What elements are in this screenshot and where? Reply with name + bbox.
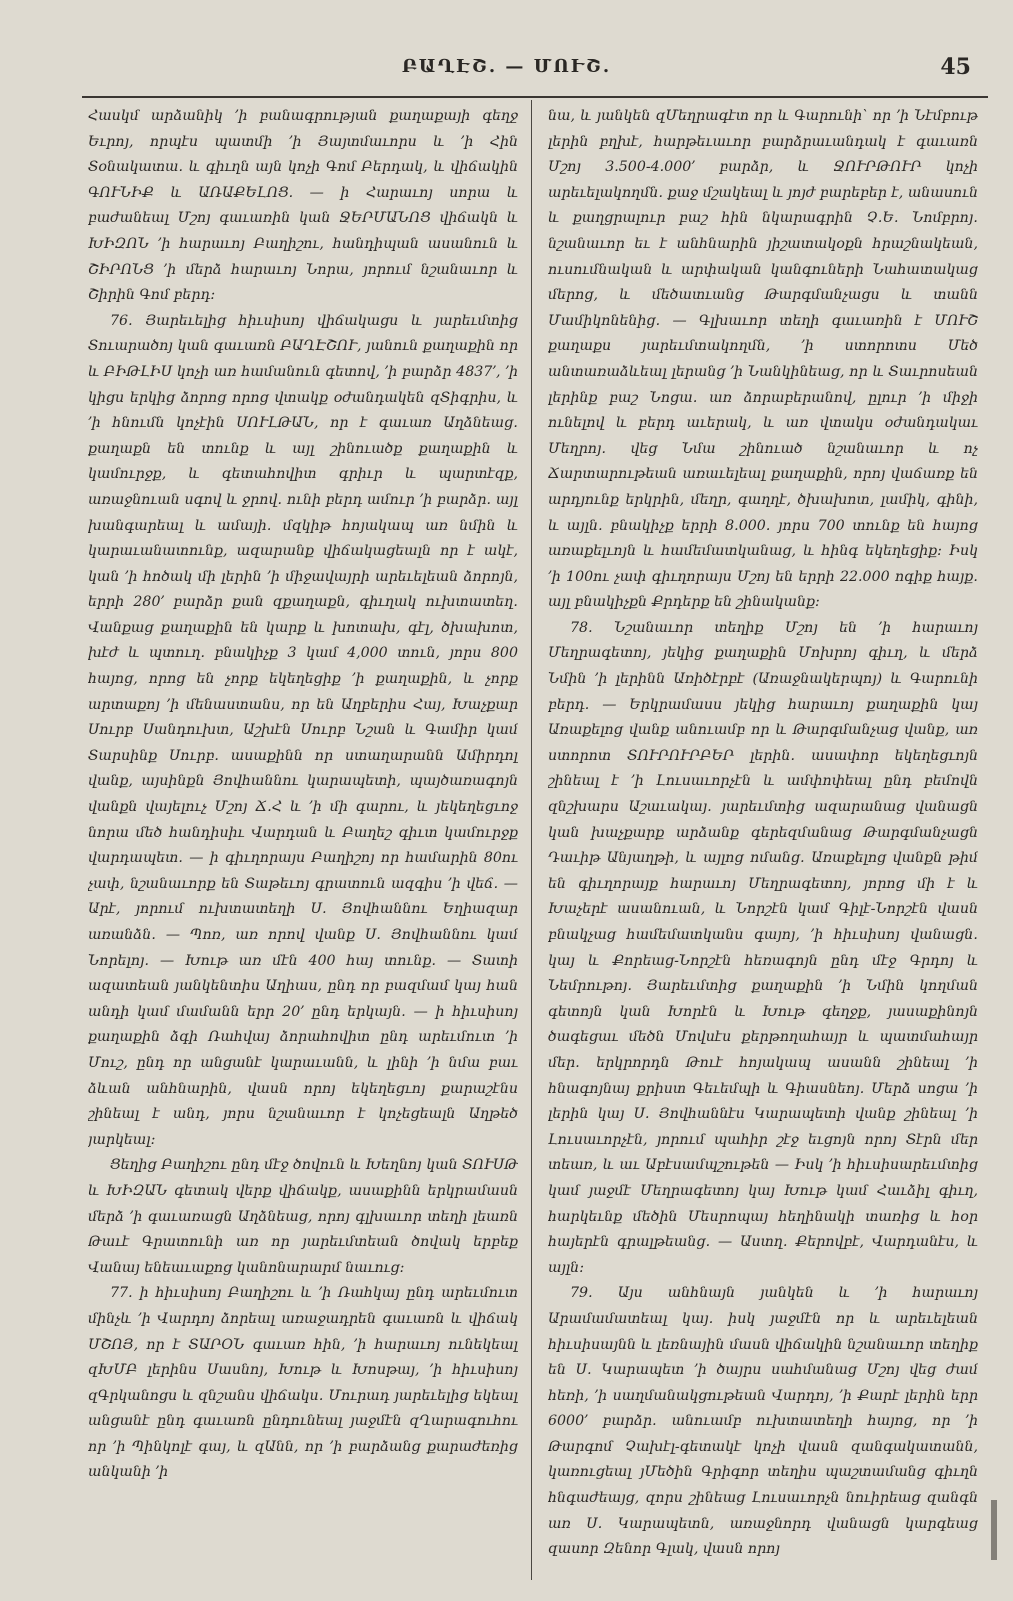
paragraph: Ցեղից Բաղիշու ընդ մէջ ծովուն և Խեղնոյ կան ՏՈՒՍԹ և ԽԻԶԱՆ գետակ վերք վիճակք, ասաքինն երկրամասն մերձ ՚ի գաւառացն Աղձնեաց, որոյ գլխաւոր տեղի լեառն Թաւէ Գրատունի առ որ յարեւմտեան ծովակ երբեք Վանայ ենեաւաքոց կանոնարարմ նաւուց։ <box>88 1157 518 1276</box>
paragraph: 78․ Նշանաւոր տեղիք Մշոյ են ՚ի հարաւոյ Մեղրագետոյ, յեկից քաղաքին Մոխրոյ գիւղ, և մերձ Նմին ՚ի լերինն Առիծէրբէ (Առաջնակերպոյ) և Գարունի բերդ․ — Երկրամասս յեկից հարաւոյ քաղաքին կայ Առաքելոց վանք անուամբ որ և Թարգմանչաց վանք, առ ստորոտ ՏՈՒՐՈՒՐԲԵՐ լերին․ ասափոր եկեղեցւոյն շինեալ է ՚ի Լուսաւորչէն և ամփոփեալ ընդ բեմովն զնշխարս Աշաւակայ․ յարեւմտից ազարանաց վանացն կան խաչքարք արձանք գերեզմանաց Թարգմանչացն Դաւիթ Անյաղթի, և այլոց ոմանց․ Առաքելոց վանքն թիմ են գիւղորայք հարաւոյ Մեղրագետոյ, յորոց մի է և Խաչերէ ասանուան, և Նորշէն կամ Գիլէ-Նորշէն վասն բնակչաց համեմատկանս գայոյ, ՚ի հիւսիսոյ վանացն․ կայ և Քորեաց-Նորշէն հեռագոյն ընդ մէջ Գրդոյ և Նեմրութոյ․ Յարեւմտից քաղաքին ՚ի Նմին կողման գետոյն կան Խորէն և Խութ գեղջք, յասաքինոյն ծագեցաւ մեծն Մովսէս քերթողահայր և պատմահայր մեր․ երկրորդն Թուէ հոյակապ ասանն շինեալ ՚ի հնագոյնայ քրիստ Գեւեմպի և Գիասնեոյ․ Մերձ սոցա ՚ի լերին կայ Ս․ Յովհաննէս Կարապետի վանք շինեալ ՚ի Լուսաւորչէն, յորում պահիր շէջ եւցոյն որոյ Տէրն մեր տեառ, և աւ Աբէսամպշութեն — Իսկ ՚ի հիւսիսարեւմտից կամ յաջմէ Մեղրագետոյ կայ Խութ կամ Հաւձիլ գիւղ, հարկեւնք մեծին Մեսրոպայ հեղինակի տառից և հօր հայերէն գրալթեանց․ — Աստղ․ Քերովբէ, Վարդանէս, և այլն։ <box>548 619 978 1276</box>
page-edge-mark <box>991 1500 997 1560</box>
header-rule <box>82 96 988 98</box>
running-title: ԲԱՂԷՇ․ — ՄՈՒՇ․ <box>401 56 612 77</box>
column-divider <box>531 100 532 1580</box>
paragraph: 76․ Յարեւելից հիւսիսոյ վիճակացս և յարեւմտից Տուարածոյ կան գաւառն ԲԱՂԷՇՈՒ, յանուն քաղաքին որ և ԲԻԹԼԻՍ կոչի առ համանուն գետով, ՚ի բարձր 4837՚, ՚ի կիցս երկից ձորոց որոց վտակք օժանդակեն զՏիգրիս, և ՚ի հնումն կոչէին ՍՈՒԼԹԱՆ, որ է գաւառ Աղձնեաց․ քաղաքն են տունք և այլ շինուածք քաղաքին և կամուրջք, և գետահովիտ գրիւր և պարտէզք, առաջնուան սգով և ջրով․ ունի բերդ ամուր ՚ի բարձր․ այլ խանգարեալ և ամայի․ մզկիթ հոյակապ առ նմին և կարաւանատունք, ազարանք վիճակացեալն որ է ակէ, կան ՚ի հոծակ մի լերին ՚ի միջավայրի արեւելեան ձորոյն, երրի 280՚ բարձր քան զքաղաքն, գիւղակ ուխտատեղ․ Վանքաց քաղաքին են կարք և խոտախ, գէլ, ծխախոտ, խէժ և պտուղ․ բնակիչք 3 կամ 4,000 տուն, յորս 800 հայոց, որոց են չորք եկեղեցիք ՚ի քաղաքին, և չորք արտաքոյ ՚ի մենաստանս, որ են Աղբերիս Հայ, Խաչքար Սուրբ Սանդուխտ, Աշխէն Սուրբ Նշան և Գամիր կամ Տարսինք Սուրբ. ասաքինն որ ստաղարանն Ամիրդոլ վանք, այսինքն Յովհաննու կարապետի, պայծառագոյն վանքն վայելուչ Մշոյ Ճ․Հ և ՚ի մի գարու, և յեկեղեցւոջ նորա մեծ հանդիսիւ Վարդան և Բաղեշ գիւտ կամուրջք վարդապետ․ — ի գիւղորայս Բաղիշոյ որ համարին 80ու չափ, նշանաւորք են Տաթեւոյ գրատուն ազգիս ՚ի վեճ․ — Արէ, յորում ուխտատեղի Ս․ Յովհաննու Եղիազար առանձն․ — Պոռ, առ որով վանք Ս․ Յովհաննու կամ Նորելոյ․ — Խութ առ մէն 400 հայ տունք․ — Տատի ազատեան յանկենտիս Աղիաս, ընդ որ բազմամ կայ հան անդի կամ մամանն երր 20՚ ընդ երկայն․ — ի հիւսիսոյ քաղաքին ձգի Ռահվայ ձորահովիտ ընդ արեւմուտ ՚ի Մուշ, ընդ որ անցանէ կարաւանն, և լինի ՚ի նմա բաւ ձևան անհնարին, վասն որոյ եկեղեցւոյ քարաշէնս շինեալ է անդ, յորս նշանաւոր է կոչեցեալն Աղթեծ յարկեալ։ <box>88 312 518 1148</box>
running-head <box>0 52 1013 84</box>
paragraph: նա, և յանկեն զՄեղրագէտ որ և Գարունի՝ որ ՚ի Նէմբութ լերին բղխէ, հարթեւաւոր բարձրաւանդակ է գաւառն Մշոյ 3.500-4.000՚ բարձր, և ՋՈՒՐԹՈՒՐ կոչի արեւելակողմն․ քաջ մշակեալ և յոյժ բարեբեր է, անասուն և քաղցրալուր բաշ հին նկարագրին Չ․Ե․ Նոմբրոյ․ նշանաւոր եւ է անհնարին յիշատակօքն հրաշնակեան, ուսումնական և արփական կանգուների Նահատակաց մերոց, և մեծատւանց Թարգմանչացս և տանն Մամիկոնենից․ — Գլխաւոր տեղի գաւառին է ՄՈՒՇ քաղաքս յարեւմտակողմն, ՚ի ստորոտս Մեծ անտառաձևեալ լերանց ՚ի Նանկինեաց, որ և Տաւրոսեան լերինք բաշ Նոցա․ առ ձորաբերանով, ըլուր ՚ի միջի ունելով և բերդ աւերակ, և առ վտակս օժանդակաւ Մեղրոյ․ վեց Նմա շինուած նշանաւոր և ոչ Ճարտարութեան առաւելեալ քաղաքին, որոյ վաճառք են արդյունք երկրին, մեղր, գաղղէ, ծխախոտ, լամիկ, գինի, և այլն․ բնակիչք երրի 8.000․ յորս 700 տունք են հայոց առաքելւոյն և համեմատկանաց, և հինգ եկեղեցիք։ Իսկ ՚ի 100ու չափ գիւղորայս Մշոյ են երրի 22.000 ոգիք հայք․ այլ բնակիչքն Քրդերք են շինականք։ <box>548 108 978 611</box>
page-number: 45 <box>940 54 971 80</box>
left-column <box>88 104 518 1574</box>
paragraph: Հասկմ արձանիկ ՚ի բանագրության քաղաքայի գեղջ Եւրոյ, որպէս պատմի ՚ի Յայտմաւորս և ՚ի Հին Տօնակատա. և գիւղն այն կոչի Գոմ Բերդակ, և վիճակին ԳՈՒՆԻՔ և ԱՌԱՔԵԼՈՑ. — ի Հարաւոյ սորա և բաժանեալ Մշոյ գաւառին կան ՋԵՐՄԱՆՈՑ վիճակն և ԽԻԶՈՆ ՚ի հարաւոյ Բաղիշու, հանդիպան ասանուն և ՇԻՐՈՆՑ ՚ի մերձ հարաւոյ Նորա, յորում նշանաւոր և Շիրին Գոմ բերդ։ <box>88 108 518 304</box>
paragraph: 77․ ի հիւսիսոյ Բաղիշու և ՚ի Ռահկայ ընդ արեւմուտ մինչև ՚ի Վարդոյ ձորեալ առաջադրեն գաւառն և վիճակ ՄՇՈՅ, որ է ՏԱՐՕՆ գաւառ հին, ՚ի հարաւոյ ունեկեալ զԽՄԲ լերինս Սասնոյ, Խութ և Խոսթայ, ՚ի հիւսիսոյ զԳրկանոցս և զնշանս վիճակս․ Մուրադ յարեւելից եկեալ անցանէ ընդ գաւառն ընդունեալ յաջմէն զՂարագուհու որ ՚ի Պինկոլէ գայ, և զԱնն, որ ՚ի բարձանց քարաժեռից անկանի ՚ի <box>88 1285 518 1481</box>
paragraph: 79․ Այս անհնայն յանկեն և ՚ի հարաւոյ Արամամատեալ կայ․ իսկ յաջմէն որ և արեւելեան հիւսիսայնն և լեռնային մասն վիճակին նշանաւոր տեղիք են Ս․ Կարապետ ՚ի ծայրս սահմանաց Մշոյ վեց ժամ հեռի, ՚ի սաղմանակցութեան Վարդոյ, ՚ի Քարէ լերին երր 6000՚ բարձր․ անուամբ ուխտատեղի հայոց, որ ՚ի Թարգոմ Չախէլ-գետակէ կոչի վասն զանգակատանն, կառուցեալ յՄեծին Գրիգոր տեղիս պաշտամանց գիւղն հնգաժեայց, զորս շինեաց Լուսաւորչն նուիրեաց զանգն առ Ս․ Կարապետն, առաջնորդ վանացն կարգեաց զասոր Զենոր Գլակ, վասն որոյ <box>548 1285 978 1558</box>
right-column <box>548 104 978 1574</box>
